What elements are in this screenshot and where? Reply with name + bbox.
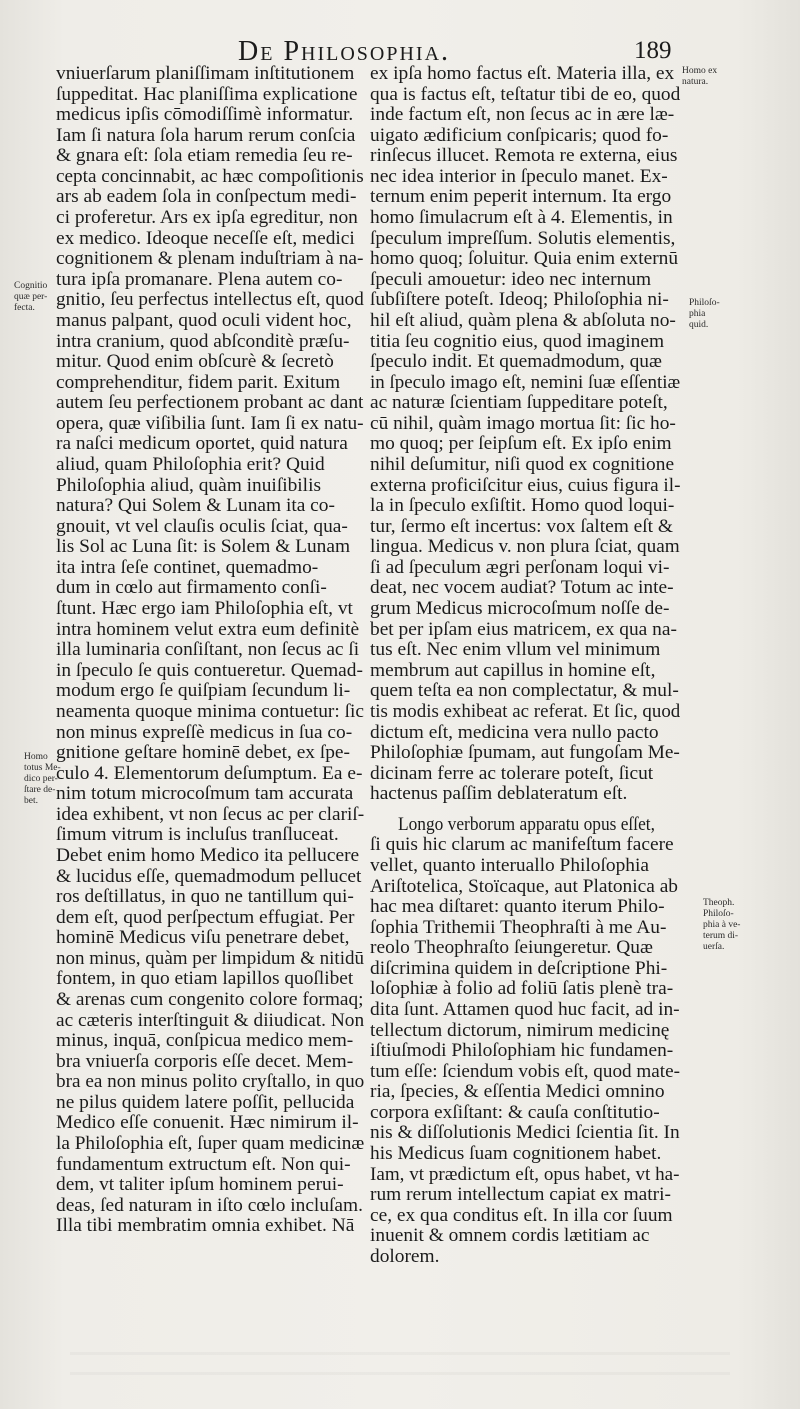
text-line: tur, ſermo eſt incertus: vox ſaltem eſt & xyxy=(370,515,673,537)
text-line: aliud, quam Philoſophia erit? Quid xyxy=(56,453,325,475)
text-line: qua is factus eſt, teſtatur tibi de eo, quod xyxy=(370,83,681,105)
margin-note-line: natura. xyxy=(682,77,709,87)
text-line: ex medico. Ideoque neceſſe eſt, medici xyxy=(56,227,355,249)
text-line: his Medicus ſuam cognitionem habet. xyxy=(370,1143,662,1165)
text-line: neamenta quoque minima contuetur: ſic xyxy=(56,700,364,722)
text-line: tis modis exhibeat ac referat. Et ſic, quod xyxy=(370,700,681,722)
margin-note-line: bet. xyxy=(24,796,38,806)
text-line: nihil deſumitur, niſi quod ex cognitione xyxy=(370,453,675,475)
text-line: illa luminaria conſiſtant, non ſecus ac ſi xyxy=(56,639,360,661)
text-line: dem eſt, quod perſpectum effugiat. Per xyxy=(56,906,355,928)
text-line: medicus ipſis cōmodiſſimè informatur. xyxy=(56,104,354,126)
margin-note-line: Homo xyxy=(24,752,48,762)
text-line: fontem, in quo etiam lapillos quoſlibet xyxy=(56,968,354,990)
text-line: gnouit, vt vel clauſis oculis ſciat, qua- xyxy=(56,515,348,537)
margin-note-philosophia-quid xyxy=(689,298,720,331)
text-line: hactenus paſſim deblateratum eſt. xyxy=(370,783,628,805)
margin-note-line: phia xyxy=(689,309,706,319)
text-line: dum in cœlo aut firmamento conſi- xyxy=(56,577,327,599)
text-line: comprehenditur, fidem parit. Exitum xyxy=(56,371,341,393)
text-line: mo quoq; per ſeipſum eſt. Ex ipſo enim xyxy=(370,433,672,455)
text-line: ac cæteris interſtinguit & diiudicat. Non xyxy=(56,1009,365,1031)
margin-note-homo-totus xyxy=(24,752,61,807)
text-line: culo 4. Elementorum deſumptum. Ea e- xyxy=(56,762,363,784)
text-line: bra ea non minus polito cryſtallo, in quo xyxy=(56,1071,365,1093)
text-line: rinſecus illucet. Remota re externa, eius xyxy=(370,145,678,167)
running-title: De Philosophia. xyxy=(238,36,451,67)
page-number: 189 xyxy=(634,37,672,64)
text-line: Illa tibi membratim omnia exhibet. Nā xyxy=(56,1215,355,1237)
text-line: non minus expreſſè medicus in ſua co- xyxy=(56,721,353,743)
text-line: modum ergo ſe quiſpiam ſecundum li- xyxy=(56,680,351,702)
margin-note-line: ſtare de- xyxy=(24,785,56,795)
text-line: tellectum dictorum, nimirum medicinę xyxy=(370,1019,670,1041)
text-line: la Philoſophia eſt, ſuper quam medicinæ xyxy=(56,1133,365,1155)
text-line: ſubſiſtere poteſt. Ideoq; Philoſophia ni- xyxy=(370,289,669,311)
text-line: nim totum microcoſmum tam accurata xyxy=(56,783,354,805)
text-line: Longo verborum apparatu opus eſſet, xyxy=(398,813,655,835)
text-line: inde factum eſt, non ſecus ac in ære læ- xyxy=(370,104,675,126)
text-line: tura ipſa promanare. Plena autem co- xyxy=(56,268,343,290)
text-line: ſi quis hic clarum ac manifeſtum facere xyxy=(370,834,674,856)
text-line: nis & diſſolutionis Medici ſcientia ſit. In xyxy=(370,1122,680,1144)
text-line: loſophiæ à folio ad foliū ſatis plenè tra- xyxy=(370,978,674,1000)
text-line: Medico eſſe conuenit. Hæc nimirum il- xyxy=(56,1112,359,1134)
text-line: dolorem. xyxy=(370,1245,440,1267)
text-line: opera, quæ viſibilia ſunt. Iam ſi ex natu- xyxy=(56,412,364,434)
margin-note-line: Theoph. xyxy=(703,898,735,908)
text-line: homo quoq; ſoluitur. Quia enim externū xyxy=(370,248,679,270)
text-line: lingua. Medicus v. non plura ſciat, quam xyxy=(370,536,680,558)
margin-note-cognitio xyxy=(14,281,47,314)
text-line: & gnara eſt: ſola etiam remedia ſeu re- xyxy=(56,145,353,167)
text-line: ex ipſa homo factus eſt. Materia illa, ex xyxy=(370,63,675,84)
margin-note-line: dico per- xyxy=(24,774,58,784)
text-line: minus, inquā, conſpicua medico mem- xyxy=(56,1030,354,1052)
text-line: tus eſt. Nec enim vllum vel minimum xyxy=(370,639,661,661)
text-line: reolo Theophraſto ſeiungeretur. Quæ xyxy=(370,937,653,959)
text-line: in ſpeculo ſe quis contueretur. Quemad- xyxy=(56,659,363,681)
text-line: gnitione geſtare hominē debet, ex ſpe- xyxy=(56,742,350,764)
text-line: homo ſimulacrum eſt à 4. Elementis, in xyxy=(370,207,673,229)
text-line: iſtiuſmodi Philoſophiam hic fundamen- xyxy=(370,1040,674,1062)
text-line: ac naturæ ſcientiam ſuppeditare poteſt, xyxy=(370,392,668,414)
text-line: bra vniuerſa corporis eſſe decet. Mem- xyxy=(56,1050,354,1072)
text-line: la in ſpeculo exſiſtit. Homo quod loqui- xyxy=(370,495,675,517)
text-line: cognitionem & plenam induſtriam à na- xyxy=(56,248,364,270)
text-line: externa proficiſcitur eius, cuius figura il- xyxy=(370,474,681,496)
text-line: hac mea diſtaret: quanto iterum Philo- xyxy=(370,896,665,918)
margin-note-line: Philoſo- xyxy=(703,909,734,919)
text-line: ſimum vitrum is incluſus tranſluceat. xyxy=(56,824,339,846)
text-line: ſuppeditat. Hac planiſſima explicatione xyxy=(56,83,358,105)
text-line: dicinam ferre ac tolerare poteſt, ſicut xyxy=(370,762,654,784)
text-line: deas, ſed naturam in iſto cœlo incluſam. xyxy=(56,1194,363,1216)
text-line: ros deſtillatus, in quo ne tantillum qui- xyxy=(56,886,354,908)
margin-note-line: Philoſo- xyxy=(689,298,720,308)
text-line: ars ab eadem ſola in conſpectum medi- xyxy=(56,186,357,208)
text-line: ſpeculi amouetur: ideo nec internum xyxy=(370,268,652,290)
text-line: ce, ex qua conditus eſt. In illa cor ſuum xyxy=(370,1204,673,1226)
text-line: Debet enim homo Medico ita pellucere xyxy=(56,844,360,866)
margin-note-line: Homo ex xyxy=(682,66,718,76)
text-line: vniuerſarum planiſſimam inſtitutionem xyxy=(56,63,355,84)
text-line: idea exhibent, vt non ſecus ac per clariſ- xyxy=(56,803,365,825)
text-column-right xyxy=(370,63,681,1268)
text-line: deat, nec vocem audiat? Totum ac inte- xyxy=(370,577,674,599)
text-line: & lucidus eſſe, quemadmodum pellucet xyxy=(56,865,362,887)
text-line: ſophia Trithemii Theophraſti à me Au- xyxy=(370,916,667,938)
text-line: Philoſophia aliud, quàm inuiſibilis xyxy=(56,474,322,496)
text-line: cū nihil, quàm imago mortua ſit: ſic ho- xyxy=(370,412,676,434)
text-line: ſtunt. Hæc ergo iam Philoſophia eſt, vt xyxy=(56,598,353,620)
text-line: titia ſeu cognitio eius, quod imaginem xyxy=(370,330,665,352)
text-line: mitur. Quod enim obſcurè & ſecretò xyxy=(56,351,334,373)
text-line: corpora exſiſtant: & cauſa conſtitutio- xyxy=(370,1101,660,1123)
show-through-text xyxy=(70,1352,730,1392)
text-line: gnitio, ſeu perfectus intellectus eſt, quod xyxy=(56,289,364,311)
text-line: fundamentum extructum eſt. Non qui- xyxy=(56,1153,351,1175)
margin-note-homo-ex-natura xyxy=(682,66,717,88)
margin-note-line: quid. xyxy=(689,320,709,330)
text-line: cepta concinnabit, ac hæc compoſitionis xyxy=(56,165,364,187)
text-line: intra cranium, quod abſconditè præſu- xyxy=(56,330,350,352)
text-line: membrum aut capillus in homine eſt, xyxy=(370,659,656,681)
text-line: Philoſophiæ ſpumam, aut fungoſam Me- xyxy=(370,742,680,764)
text-line: diſcrimina quidem in deſcriptione Phi- xyxy=(370,957,668,979)
text-line: ci proferetur. Ars ex ipſa egreditur, non xyxy=(56,207,358,229)
text-line: Ariſtotelica, Stoïcaque, aut Platonica ab xyxy=(370,875,678,897)
text-line: inuenit & omnem cordis lætitiam ac xyxy=(370,1225,650,1247)
text-line: intra hominem velut extra eum definitè xyxy=(56,618,360,640)
text-line: ſi ad ſpeculum ægri perſonam loqui vi- xyxy=(370,556,670,578)
text-line: bet per ipſam eius matricem, ex qua na- xyxy=(370,618,677,640)
text-line: tum eſſe: ſciendum vobis eſt, quod mate- xyxy=(370,1060,680,1082)
text-line: dictum eſt, medicina vera nullo pacto xyxy=(370,721,659,743)
text-line: ſpeculum impreſſum. Solutis elementis, xyxy=(370,227,676,249)
text-line: in ſpeculo imago eſt, nemini ſuæ eſſentiæ xyxy=(370,371,681,393)
text-line: Iam ſi natura ſola harum rerum conſcia xyxy=(56,124,356,146)
text-line: autem ſeu perfectionem probant ac dant xyxy=(56,392,364,414)
margin-note-line: uerſa. xyxy=(703,942,725,952)
margin-note-theophrasti xyxy=(703,898,740,953)
text-line: ne pilus quidem latere poſſit, pellucida xyxy=(56,1091,355,1113)
text-line: non minus, quàm per limpidum & nitidū xyxy=(56,947,365,969)
text-line: uigato ædificium conſpicaris; quod fo- xyxy=(370,124,669,146)
text-line: nec idea interior in ſpeculo manet. Ex- xyxy=(370,165,668,187)
text-line: ra naſci medicum oportet, quid natura xyxy=(56,433,348,455)
margin-note-line: terum di- xyxy=(703,931,739,941)
text-line: vellet, quanto interuallo Philoſophia xyxy=(370,854,649,876)
text-line: dem, vt taliter ipſum hominem perui- xyxy=(56,1174,344,1196)
margin-note-line: fecta. xyxy=(14,303,35,313)
text-line: manus palpant, quod oculi vident hoc, xyxy=(56,309,352,331)
text-line: ria, ſpecies, & eſſentia Medici omnino xyxy=(370,1081,665,1103)
text-line: rum rerum intellectum capiat ex matri- xyxy=(370,1184,671,1206)
text-line: natura? Qui Solem & Lunam ita co- xyxy=(56,495,335,517)
text-line: lis Sol ac Luna ſit: is Solem & Lunam xyxy=(56,536,351,558)
text-line: ita intra ſeſe continet, quemadmo- xyxy=(56,556,319,578)
margin-note-line: Cognitio xyxy=(14,281,48,291)
text-line: ternum enim peperit internum. Ita ergo xyxy=(370,186,672,208)
margin-note-line: quæ per- xyxy=(14,292,48,302)
text-line: grum Medicus microcoſmum noſſe de- xyxy=(370,598,670,620)
margin-note-line: phia à ve- xyxy=(703,920,741,930)
text-column-left xyxy=(56,64,364,1237)
margin-note-line: totus Me- xyxy=(24,763,61,773)
text-line: hil eſt aliud, quàm plena & abſoluta no- xyxy=(370,309,676,331)
text-line: & arenas cum congenito colore formaq; xyxy=(56,989,364,1011)
text-line: hominē Medicus viſu penetrare debet, xyxy=(56,927,350,949)
text-line: Iam, vt prædictum eſt, opus habet, vt ha- xyxy=(370,1163,680,1185)
text-line: ſpeculo indit. Et quemadmodum, quæ xyxy=(370,351,662,373)
text-line: dita ſunt. Attamen quod huc facit, ad in- xyxy=(370,999,680,1021)
text-line: quem teſta ea non complectatur, & mul- xyxy=(370,680,679,702)
